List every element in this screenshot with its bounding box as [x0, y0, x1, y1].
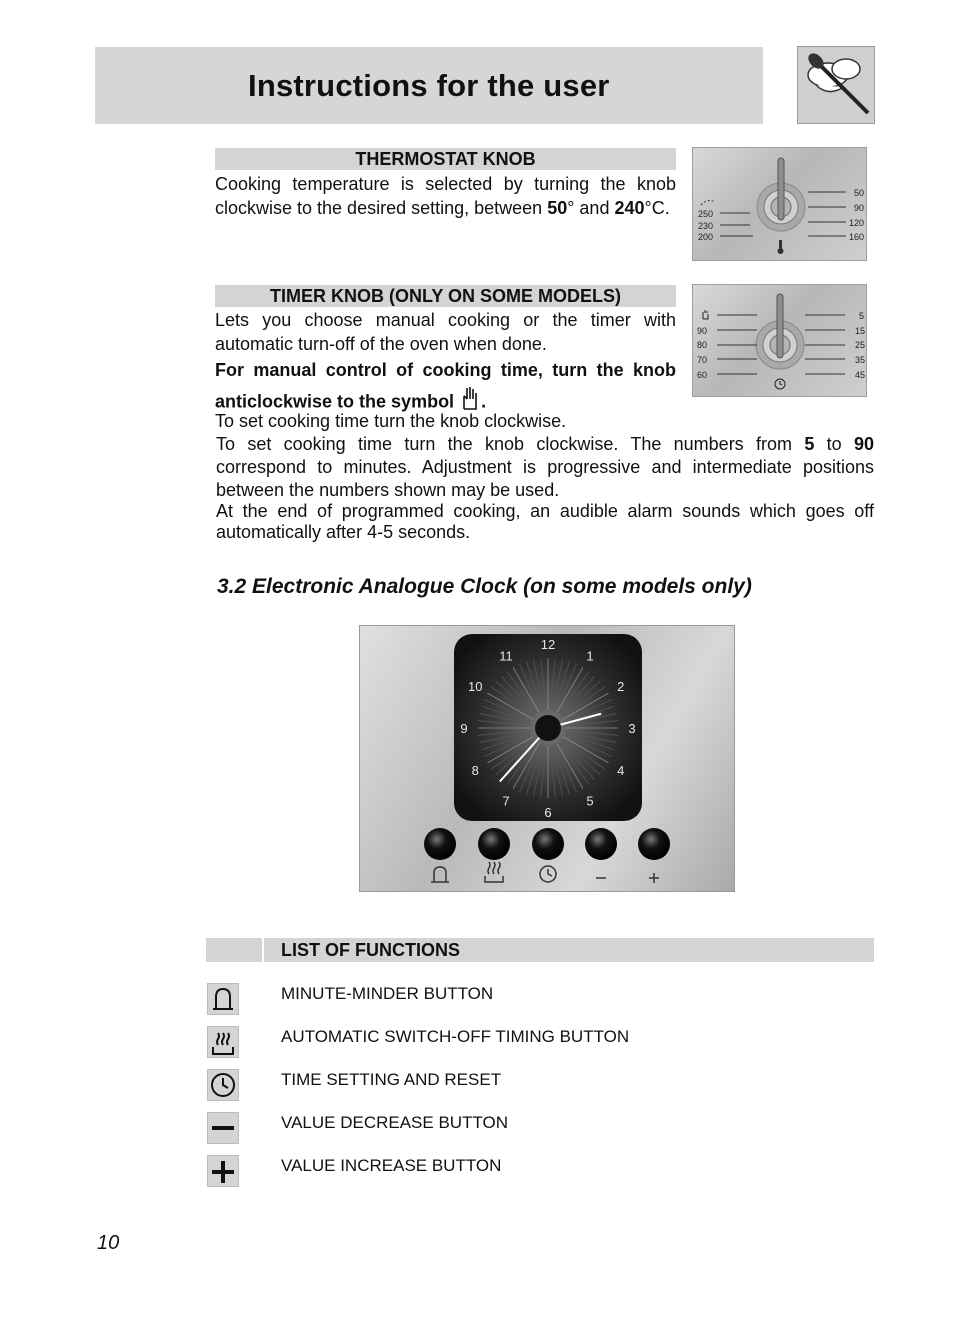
analogue-clock-panel [359, 625, 735, 892]
timer-dial-label: 15 [855, 326, 866, 336]
clock-button-plus[interactable] [638, 828, 670, 860]
timer-range-text: To set cooking time turn the knob clockwise. The numbers from 5 to 90 correspond to minutes. Adjustment is progressive and intermediate positions between the numbers shown may be used. [216, 434, 874, 500]
timer-heading: TIMER KNOB (ONLY ON SOME MODELS) [215, 285, 676, 307]
timer-dial-label: 90 [697, 326, 708, 336]
clock-number: 2 [617, 679, 625, 694]
timer-dial-label: 70 [697, 355, 708, 365]
function-label: VALUE DECREASE BUTTON [281, 1113, 509, 1132]
clock-button-steam[interactable] [478, 828, 510, 860]
timer-set-instruction: To set cooking time turn the knob clockwise. [215, 411, 567, 431]
clock-icon [540, 866, 556, 882]
plus-icon [649, 873, 659, 883]
section-title: 3.2 Electronic Analogue Clock (on some models only) [217, 575, 752, 598]
clock-number: 5 [586, 793, 594, 809]
bell-icon [431, 867, 449, 882]
thermostat-dial-label: 120 [849, 218, 865, 228]
clock-button-bell[interactable] [424, 828, 456, 860]
clock-button-minus[interactable] [585, 828, 617, 860]
function-label: VALUE INCREASE BUTTON [281, 1156, 502, 1175]
minus-icon [207, 1112, 239, 1144]
timer-dial-label: 35 [855, 355, 866, 365]
function-label: MINUTE-MINDER BUTTON [281, 984, 494, 1003]
timer-dial-label: 60 [697, 370, 708, 380]
pot-steam-icon [485, 862, 503, 882]
page-title: Instructions for the user [248, 68, 610, 103]
bell-icon [207, 983, 239, 1015]
clock-number: 1 [586, 648, 594, 664]
timer-dial-label: 45 [855, 370, 866, 380]
chef-hat-spoon-icon [797, 46, 875, 124]
thermostat-dial-label: 90 [854, 203, 865, 213]
clock-number: 7 [502, 793, 510, 809]
clock-number: 8 [471, 763, 479, 778]
thermostat-dial-label: 250 [698, 209, 714, 219]
pot-steam-icon [207, 1026, 239, 1058]
clock-number: 10 [468, 679, 483, 694]
functions-divider [262, 938, 264, 962]
function-label: AUTOMATIC SWITCH-OFF TIMING BUTTON [281, 1027, 630, 1046]
thermostat-heading: THERMOSTAT KNOB [215, 148, 676, 170]
clock-number: 12 [540, 637, 556, 652]
thermostat-knob-diagram [692, 147, 867, 261]
timer-manual-instruction: For manual control of cooking time, turn the knob anticlockwise to the symbol . [215, 356, 676, 420]
thermostat-description: Cooking temperature is selected by turning the knob clockwise to the desired setting, between 50° and 240°C. [215, 174, 676, 218]
clock-number: 11 [499, 648, 513, 664]
function-label: TIME SETTING AND RESET [281, 1070, 502, 1089]
timer-dial-label: 25 [855, 340, 866, 350]
page-number: 10 [97, 1232, 120, 1254]
clock-number: 9 [460, 721, 468, 736]
thermostat-dial-label: 230 [698, 221, 714, 231]
thermostat-dial-label: 200 [698, 232, 714, 242]
clock-number: 6 [544, 805, 552, 820]
thermostat-dial-label: 160 [849, 232, 865, 242]
timer-dial-label: 5 [859, 311, 865, 321]
timer-dial-label: 80 [697, 340, 708, 350]
timer-alarm-text: At the end of programmed cooking, an audible alarm sounds which goes off automatically after 4-5 seconds. [216, 501, 874, 542]
thermostat-dial-label: 50 [854, 188, 865, 198]
timer-description: Lets you choose manual cooking or the timer with automatic turn-off of the oven when done. [215, 310, 676, 354]
clock-number: 3 [628, 721, 636, 736]
plus-icon [207, 1155, 239, 1187]
clock-icon [207, 1069, 239, 1101]
timer-knob-diagram [692, 284, 867, 397]
clock-center-cap [535, 715, 561, 741]
clock-button-clock[interactable] [532, 828, 564, 860]
functions-heading: LIST OF FUNCTIONS [281, 940, 460, 960]
clock-number: 4 [617, 763, 625, 778]
